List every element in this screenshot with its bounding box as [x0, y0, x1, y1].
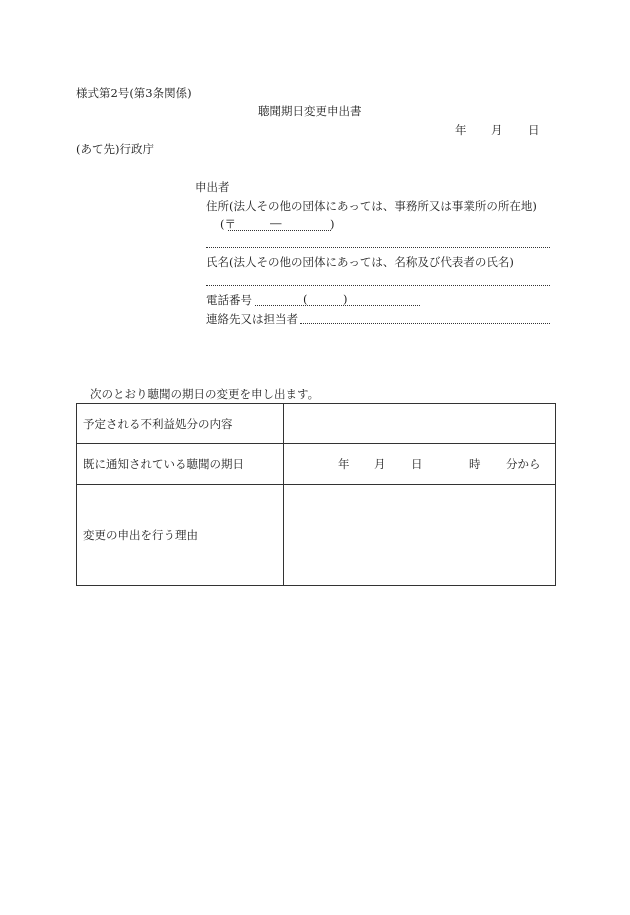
table-row: [77, 444, 556, 485]
date-day: 日: [528, 123, 540, 137]
reason-label: 変更の申出を行う理由: [77, 485, 284, 586]
address-label: 住所(法人その他の団体にあっては、事務所又は事業所の所在地): [206, 199, 537, 213]
contact-field[interactable]: [300, 323, 550, 324]
hearing-date-label: 既に通知されている聴聞の期日: [77, 444, 284, 485]
disposition-label: 予定される不利益処分の内容: [77, 404, 284, 444]
hearing-hour: 時: [469, 457, 481, 471]
hearing-date-field[interactable]: [284, 444, 556, 485]
intro-text: 次のとおり聴聞の期日の変更を申し出ます。: [90, 387, 320, 401]
postal-close: ): [330, 217, 335, 231]
date-year: 年: [455, 123, 467, 137]
hearing-minute: 分から: [506, 457, 541, 471]
name-field[interactable]: [206, 285, 550, 286]
name-label: 氏名(法人その他の団体にあっては、名称及び代表者の氏名): [206, 255, 514, 269]
phone-close: ): [343, 292, 348, 306]
postal-dash: ―: [270, 216, 282, 230]
hearing-month: 月: [374, 457, 386, 471]
disposition-field[interactable]: [284, 404, 556, 444]
phone-label: 電話番号: [206, 293, 252, 307]
reason-field[interactable]: [284, 485, 556, 586]
table-row: [77, 404, 556, 444]
addressee: (あて先)行政庁: [76, 142, 154, 156]
contact-label: 連絡先又は担当者: [206, 312, 298, 326]
form-number: 様式第2号(第3条関係): [76, 86, 192, 100]
applicant-heading: 申出者: [195, 180, 230, 194]
table-row: [77, 485, 556, 586]
postal-code-field[interactable]: [228, 230, 331, 231]
phone-open: (: [303, 292, 308, 306]
phone-field[interactable]: [255, 305, 420, 306]
hearing-day: 日: [411, 457, 423, 471]
request-table: [76, 403, 556, 586]
hearing-year: 年: [338, 457, 350, 471]
document-title: 聴聞期日変更申出書: [258, 104, 362, 118]
address-field[interactable]: [206, 247, 550, 248]
postal-open: (〒: [220, 217, 236, 231]
date-month: 月: [491, 123, 503, 137]
